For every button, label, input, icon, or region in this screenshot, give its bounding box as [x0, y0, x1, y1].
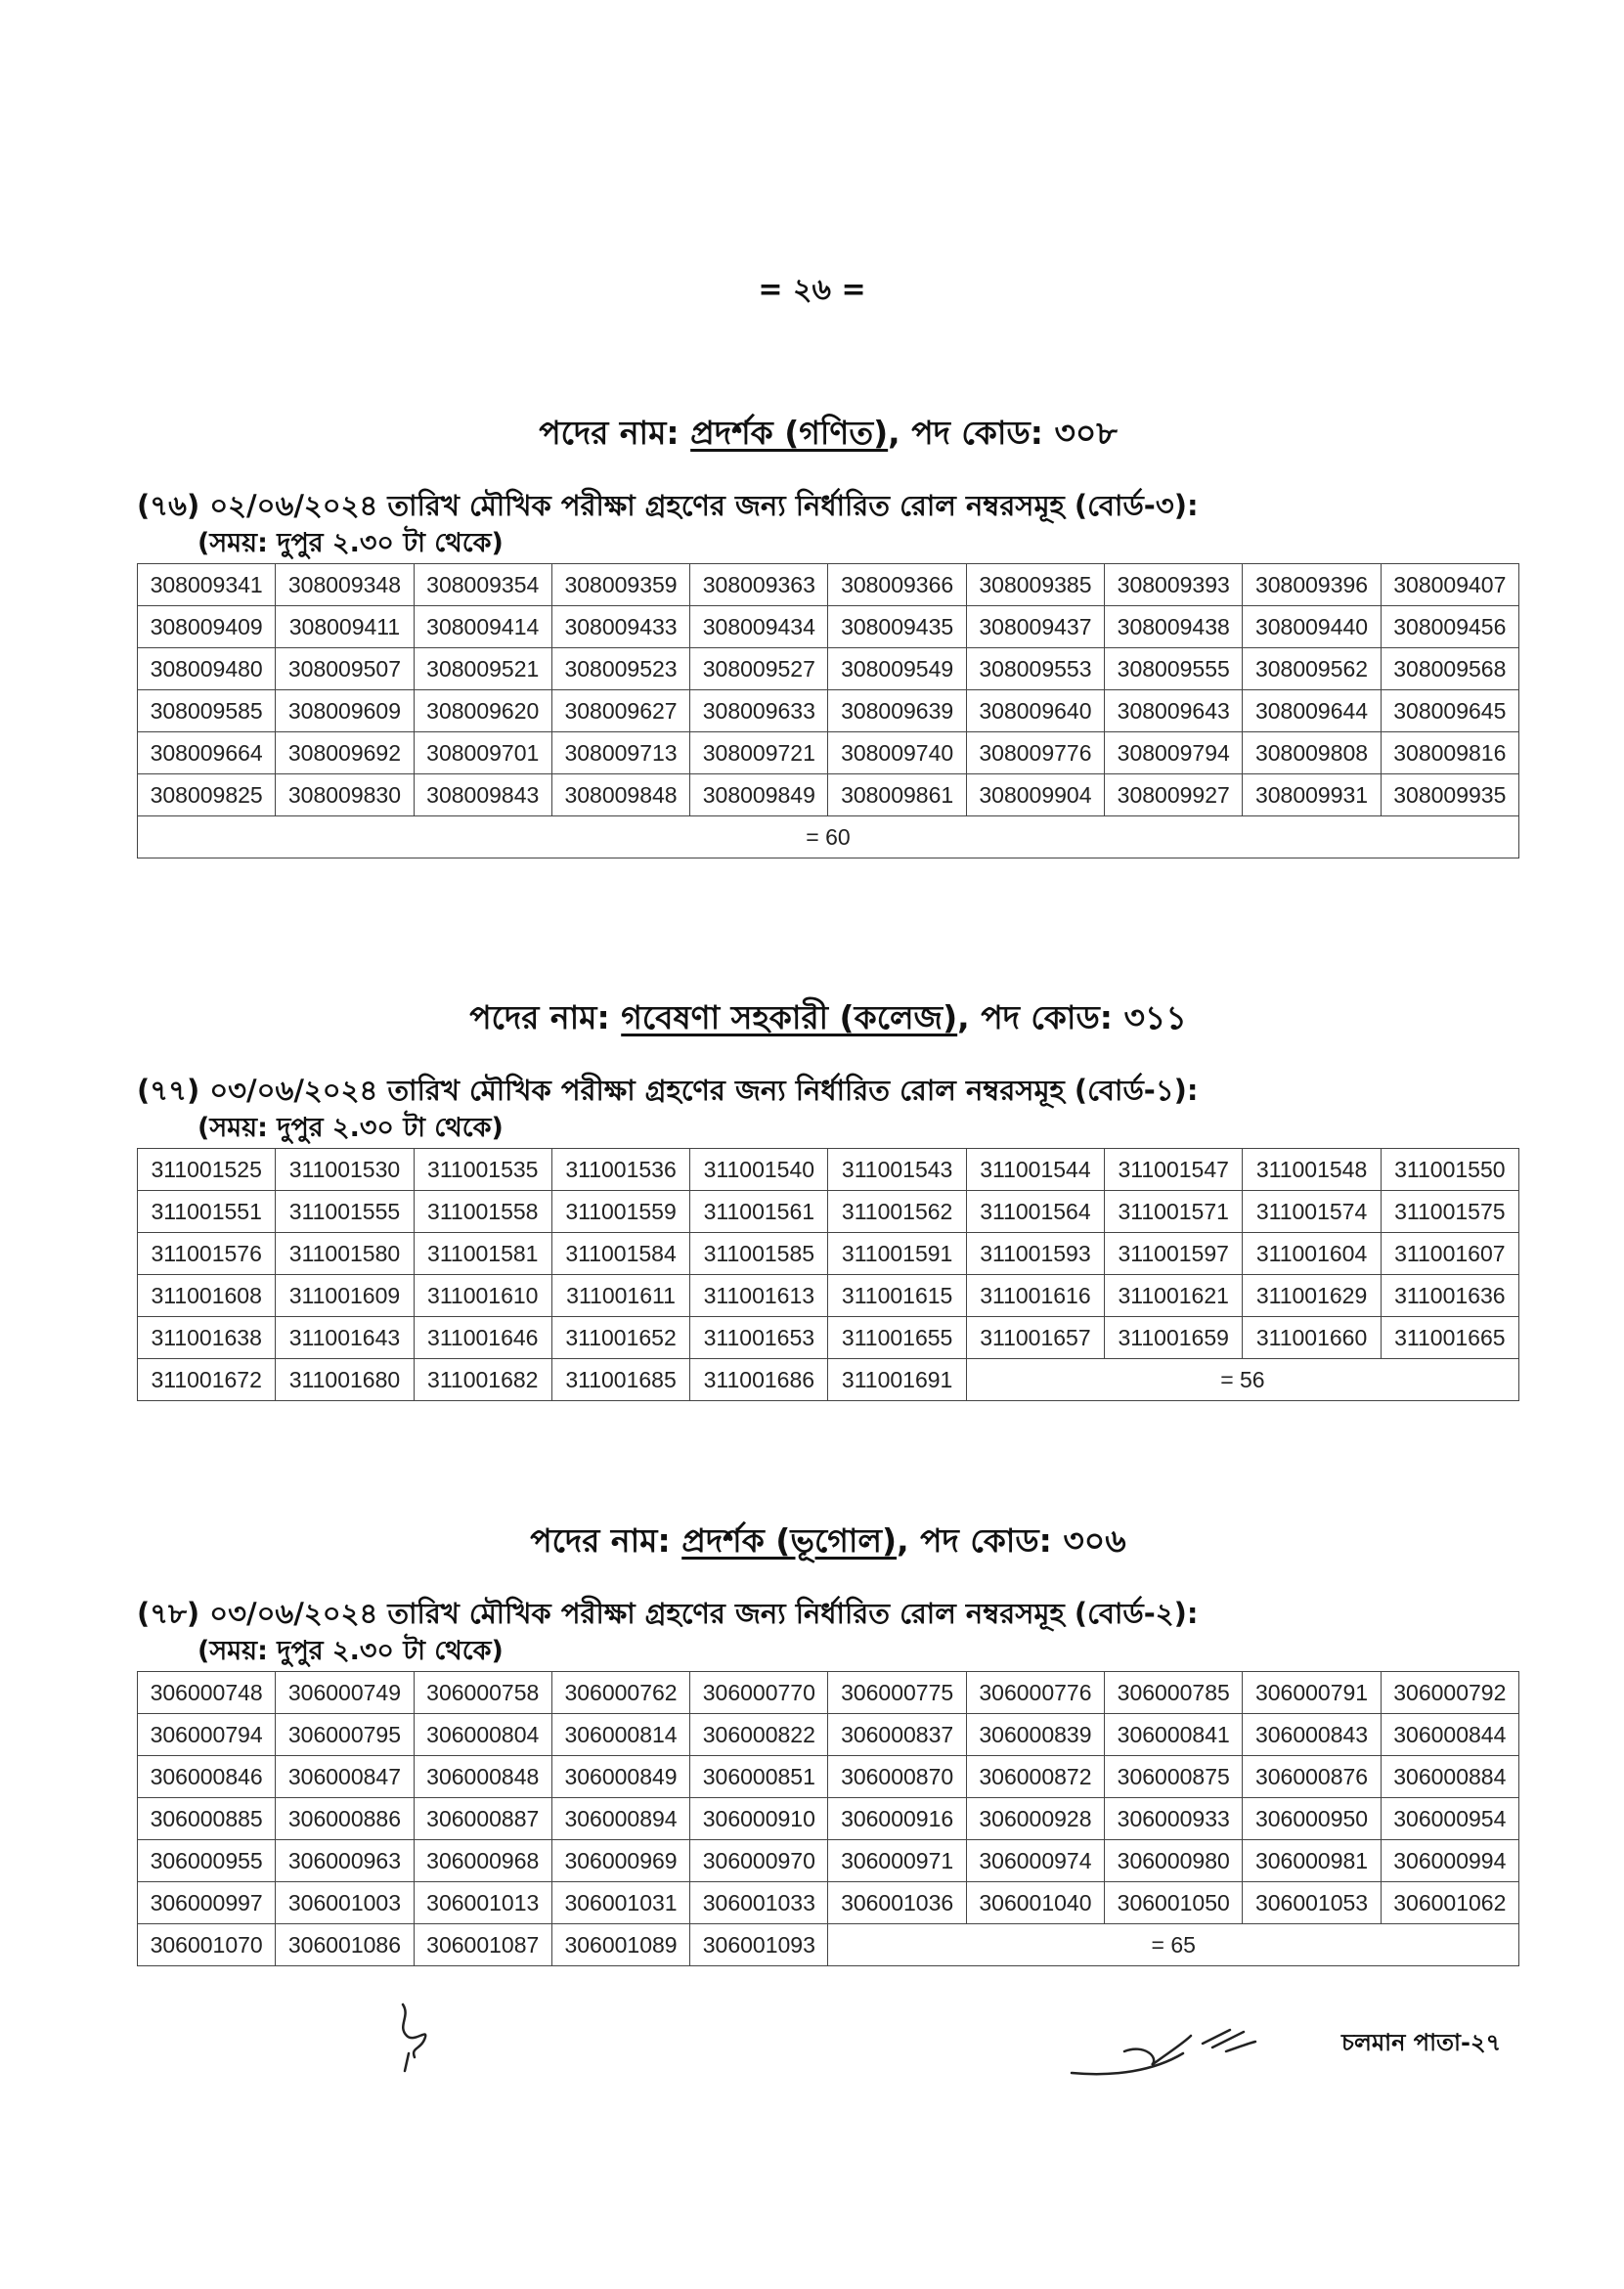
roll-cell: 306000841 [1105, 1714, 1243, 1756]
roll-cell: 306000775 [828, 1672, 966, 1714]
roll-cell: 311001638 [138, 1317, 276, 1359]
post-code: , পদ কোড: ৩০৬ [897, 1521, 1126, 1560]
table-row [138, 1149, 1519, 1191]
schedule-time: (সময়: দুপুর ২.৩০ টা থেকে) [198, 528, 504, 558]
roll-cell: 311001682 [414, 1359, 551, 1401]
table-row [138, 732, 1519, 774]
roll-table [137, 1148, 1519, 1401]
roll-cell: 306000837 [828, 1714, 966, 1756]
roll-cell: 311001672 [138, 1359, 276, 1401]
roll-cell: 311001548 [1243, 1149, 1381, 1191]
roll-cell: 306000851 [690, 1756, 828, 1798]
roll-cell: 306000843 [1243, 1714, 1381, 1756]
roll-cell: 308009396 [1243, 564, 1381, 606]
roll-cell: 308009927 [1105, 774, 1243, 816]
section-research-assistant [137, 993, 1519, 1401]
total-row [138, 816, 1519, 858]
page-number: = ২৬ = [758, 273, 866, 307]
roll-cell: 311001616 [966, 1275, 1104, 1317]
roll-cell: 308009385 [966, 564, 1104, 606]
roll-cell: 311001540 [690, 1149, 828, 1191]
title-prefix: পদের নাম: [539, 414, 680, 452]
roll-cell: 311001613 [690, 1275, 828, 1317]
table-row [138, 1359, 1519, 1401]
roll-cell: 306000981 [1243, 1840, 1381, 1882]
roll-cell: 306000839 [966, 1714, 1104, 1756]
roll-cell: 308009620 [414, 690, 551, 732]
roll-cell: 306000933 [1105, 1798, 1243, 1840]
roll-cell: 306000795 [276, 1714, 414, 1756]
roll-cell: 308009434 [690, 606, 828, 648]
roll-cell: 311001604 [1243, 1233, 1381, 1275]
roll-cell: 306001070 [138, 1924, 276, 1966]
schedule-notice: (৭৭) ০৩/০৬/২০২৪ তারিখ মৌখিক পরীক্ষা গ্রহণের জন্য নির্ধারিত রোল নম্বরসমূহ (বোর্ড-১): [137, 1074, 1199, 1107]
roll-cell: 311001646 [414, 1317, 551, 1359]
roll-cell: 311001575 [1381, 1191, 1518, 1233]
roll-cell: 311001558 [414, 1191, 551, 1233]
roll-cell: 306001062 [1381, 1882, 1518, 1924]
roll-cell: 311001530 [276, 1149, 414, 1191]
table-row [138, 1714, 1519, 1756]
roll-cell: 306001086 [276, 1924, 414, 1966]
roll-cell: 306000872 [966, 1756, 1104, 1798]
roll-cell: 306000963 [276, 1840, 414, 1882]
roll-cell: 306001050 [1105, 1882, 1243, 1924]
roll-cell: 311001609 [276, 1275, 414, 1317]
roll-cell: 311001581 [414, 1233, 551, 1275]
roll-cell: 311001655 [828, 1317, 966, 1359]
roll-cell: 308009639 [828, 690, 966, 732]
roll-cell: 306000814 [551, 1714, 689, 1756]
roll-cell: 308009609 [276, 690, 414, 732]
roll-cell: 306000791 [1243, 1672, 1381, 1714]
roll-cell: 306001040 [966, 1882, 1104, 1924]
roll-cell: 306000875 [1105, 1756, 1243, 1798]
roll-cell: 306001031 [551, 1882, 689, 1924]
roll-cell: 308009437 [966, 606, 1104, 648]
officer-signature [1066, 2014, 1271, 2092]
roll-cell: 306001087 [414, 1924, 551, 1966]
roll-cell: 308009848 [551, 774, 689, 816]
total-cell: = 60 [138, 816, 1519, 858]
roll-cell: 311001564 [966, 1191, 1104, 1233]
roll-cell: 308009643 [1105, 690, 1243, 732]
roll-cell: 311001685 [551, 1359, 689, 1401]
roll-cell: 306000887 [414, 1798, 551, 1840]
roll-cell: 306000954 [1381, 1798, 1518, 1840]
roll-cell: 308009553 [966, 648, 1104, 690]
roll-cell: 306000928 [966, 1798, 1104, 1840]
roll-cell: 308009585 [138, 690, 276, 732]
roll-cell: 311001571 [1105, 1191, 1243, 1233]
roll-cell: 306000997 [138, 1882, 276, 1924]
roll-cell: 306000822 [690, 1714, 828, 1756]
roll-cell: 306000910 [690, 1798, 828, 1840]
table-row [138, 1317, 1519, 1359]
roll-cell: 311001550 [1381, 1149, 1518, 1191]
roll-cell: 311001621 [1105, 1275, 1243, 1317]
roll-cell: 311001536 [551, 1149, 689, 1191]
roll-cell: 308009527 [690, 648, 828, 690]
roll-cell: 311001653 [690, 1317, 828, 1359]
roll-cell: 311001584 [551, 1233, 689, 1275]
roll-cell: 308009830 [276, 774, 414, 816]
roll-cell: 308009549 [828, 648, 966, 690]
section-title [137, 409, 1519, 458]
table-row [138, 1191, 1519, 1233]
roll-cell: 308009507 [276, 648, 414, 690]
roll-cell: 311001525 [138, 1149, 276, 1191]
roll-cell: 308009776 [966, 732, 1104, 774]
roll-cell: 306001093 [690, 1924, 828, 1966]
roll-cell: 306000968 [414, 1840, 551, 1882]
roll-cell: 308009568 [1381, 648, 1518, 690]
roll-cell: 306000876 [1243, 1756, 1381, 1798]
roll-cell: 308009393 [1105, 564, 1243, 606]
roll-cell: 306000950 [1243, 1798, 1381, 1840]
roll-cell: 306000894 [551, 1798, 689, 1840]
roll-cell: 306000885 [138, 1798, 276, 1840]
roll-cell: 308009363 [690, 564, 828, 606]
total-cell: = 56 [966, 1359, 1518, 1401]
roll-cell: 306000776 [966, 1672, 1104, 1714]
roll-cell: 308009407 [1381, 564, 1518, 606]
roll-cell: 311001597 [1105, 1233, 1243, 1275]
roll-cell: 311001643 [276, 1317, 414, 1359]
roll-cell: 306000848 [414, 1756, 551, 1798]
roll-cell: 311001562 [828, 1191, 966, 1233]
roll-cell: 308009931 [1243, 774, 1381, 816]
roll-cell: 308009435 [828, 606, 966, 648]
table-row [138, 648, 1519, 690]
roll-cell: 311001610 [414, 1275, 551, 1317]
table-row [138, 1756, 1519, 1798]
roll-cell: 308009808 [1243, 732, 1381, 774]
post-name: প্রদর্শক (গণিত) [690, 414, 889, 452]
section-demonstrator-geography [137, 1517, 1519, 1966]
table-row [138, 1924, 1519, 1966]
roll-cell: 308009409 [138, 606, 276, 648]
roll-cell: 311001657 [966, 1317, 1104, 1359]
roll-cell: 306000785 [1105, 1672, 1243, 1714]
roll-cell: 306000886 [276, 1798, 414, 1840]
roll-cell: 306000844 [1381, 1714, 1518, 1756]
roll-cell: 308009555 [1105, 648, 1243, 690]
post-name: প্রদর্শক (ভূগোল) [681, 1521, 898, 1560]
roll-cell: 308009480 [138, 648, 276, 690]
roll-cell: 311001615 [828, 1275, 966, 1317]
roll-cell: 306000870 [828, 1756, 966, 1798]
schedule-notice: (৭৬) ০২/০৬/২০২৪ তারিখ মৌখিক পরীক্ষা গ্রহণের জন্য নির্ধারিত রোল নম্বরসমূহ (বোর্ড-৩): [137, 489, 1199, 522]
roll-cell: 308009692 [276, 732, 414, 774]
roll-cell: 306001053 [1243, 1882, 1381, 1924]
section-title [137, 993, 1519, 1042]
table-row [138, 564, 1519, 606]
roll-cell: 308009366 [828, 564, 966, 606]
roll-cell: 308009713 [551, 732, 689, 774]
roll-cell: 306001013 [414, 1882, 551, 1924]
roll-cell: 306001036 [828, 1882, 966, 1924]
total-cell: = 65 [828, 1924, 1519, 1966]
roll-cell: 311001680 [276, 1359, 414, 1401]
roll-cell: 311001691 [828, 1359, 966, 1401]
roll-cell: 311001585 [690, 1233, 828, 1275]
roll-cell: 308009627 [551, 690, 689, 732]
table-row [138, 1275, 1519, 1317]
roll-cell: 311001561 [690, 1191, 828, 1233]
post-code: , পদ কোড: ৩১১ [957, 998, 1187, 1036]
roll-table [137, 563, 1519, 858]
roll-cell: 306001089 [551, 1924, 689, 1966]
roll-cell: 306000804 [414, 1714, 551, 1756]
section-demonstrator-math [137, 409, 1519, 858]
roll-table [137, 1671, 1519, 1966]
roll-cell: 308009456 [1381, 606, 1518, 648]
roll-cell: 308009359 [551, 564, 689, 606]
table-row [138, 774, 1519, 816]
roll-cell: 306000969 [551, 1840, 689, 1882]
roll-cell: 308009438 [1105, 606, 1243, 648]
roll-cell: 308009562 [1243, 648, 1381, 690]
roll-cell: 306000974 [966, 1840, 1104, 1882]
roll-cell: 306000994 [1381, 1840, 1518, 1882]
table-row [138, 1233, 1519, 1275]
roll-cell: 306000916 [828, 1798, 966, 1840]
roll-cell: 311001607 [1381, 1233, 1518, 1275]
title-prefix: পদের নাম: [530, 1521, 671, 1560]
table-row [138, 1840, 1519, 1882]
roll-cell: 311001551 [138, 1191, 276, 1233]
roll-cell: 308009645 [1381, 690, 1518, 732]
roll-cell: 311001559 [551, 1191, 689, 1233]
roll-cell: 306001003 [276, 1882, 414, 1924]
continued-page-label: চলমান পাতা-২৭ [1341, 2029, 1502, 2056]
roll-cell: 308009904 [966, 774, 1104, 816]
table-row [138, 1882, 1519, 1924]
roll-cell: 308009354 [414, 564, 551, 606]
roll-cell: 311001543 [828, 1149, 966, 1191]
table-row [138, 606, 1519, 648]
roll-cell: 308009849 [690, 774, 828, 816]
roll-cell: 306000748 [138, 1672, 276, 1714]
roll-cell: 311001593 [966, 1233, 1104, 1275]
roll-cell: 308009701 [414, 732, 551, 774]
title-prefix: পদের নাম: [469, 998, 610, 1036]
roll-cell: 308009414 [414, 606, 551, 648]
roll-cell: 308009721 [690, 732, 828, 774]
roll-cell: 306001033 [690, 1882, 828, 1924]
roll-cell: 308009523 [551, 648, 689, 690]
roll-cell: 308009341 [138, 564, 276, 606]
table-row [138, 690, 1519, 732]
roll-cell: 311001629 [1243, 1275, 1381, 1317]
roll-cell: 311001608 [138, 1275, 276, 1317]
roll-cell: 308009433 [551, 606, 689, 648]
roll-cell: 306000970 [690, 1840, 828, 1882]
roll-cell: 311001611 [551, 1275, 689, 1317]
table-row [138, 1672, 1519, 1714]
roll-cell: 311001652 [551, 1317, 689, 1359]
roll-cell: 308009794 [1105, 732, 1243, 774]
table-row [138, 1798, 1519, 1840]
section-title [137, 1517, 1519, 1565]
roll-cell: 306000980 [1105, 1840, 1243, 1882]
roll-cell: 311001660 [1243, 1317, 1381, 1359]
roll-cell: 311001580 [276, 1233, 414, 1275]
roll-cell: 306000971 [828, 1840, 966, 1882]
roll-cell: 306000955 [138, 1840, 276, 1882]
roll-cell: 308009440 [1243, 606, 1381, 648]
post-code: , পদ কোড: ৩০৮ [888, 414, 1118, 452]
roll-cell: 308009640 [966, 690, 1104, 732]
roll-cell: 308009633 [690, 690, 828, 732]
roll-cell: 311001636 [1381, 1275, 1518, 1317]
roll-cell: 308009825 [138, 774, 276, 816]
roll-cell: 306000794 [138, 1714, 276, 1756]
roll-cell: 311001665 [1381, 1317, 1518, 1359]
roll-cell: 308009664 [138, 732, 276, 774]
roll-cell: 306000849 [551, 1756, 689, 1798]
roll-cell: 308009816 [1381, 732, 1518, 774]
roll-cell: 311001591 [828, 1233, 966, 1275]
schedule-notice: (৭৮) ০৩/০৬/২০২৪ তারিখ মৌখিক পরীক্ষা গ্রহণের জন্য নির্ধারিত রোল নম্বরসমূহ (বোর্ড-২): [137, 1597, 1199, 1630]
roll-cell: 306000762 [551, 1672, 689, 1714]
roll-cell: 308009843 [414, 774, 551, 816]
roll-cell: 308009348 [276, 564, 414, 606]
roll-cell: 311001574 [1243, 1191, 1381, 1233]
roll-cell: 306000846 [138, 1756, 276, 1798]
initial-signature [391, 1997, 460, 2075]
roll-cell: 311001686 [690, 1359, 828, 1401]
roll-cell: 308009411 [276, 606, 414, 648]
schedule-time: (সময়: দুপুর ২.৩০ টা থেকে) [198, 1636, 504, 1666]
roll-cell: 311001576 [138, 1233, 276, 1275]
roll-cell: 308009644 [1243, 690, 1381, 732]
roll-cell: 311001535 [414, 1149, 551, 1191]
roll-cell: 308009861 [828, 774, 966, 816]
roll-cell: 308009740 [828, 732, 966, 774]
schedule-time: (সময়: দুপুর ২.৩০ টা থেকে) [198, 1113, 504, 1143]
post-name: গবেষণা সহকারী (কলেজ) [621, 998, 958, 1036]
roll-cell: 311001544 [966, 1149, 1104, 1191]
roll-cell: 306000847 [276, 1756, 414, 1798]
roll-cell: 308009935 [1381, 774, 1518, 816]
roll-cell: 308009521 [414, 648, 551, 690]
roll-cell: 311001555 [276, 1191, 414, 1233]
roll-cell: 311001659 [1105, 1317, 1243, 1359]
roll-cell: 306000792 [1381, 1672, 1518, 1714]
roll-cell: 306000884 [1381, 1756, 1518, 1798]
roll-cell: 306000770 [690, 1672, 828, 1714]
roll-cell: 306000749 [276, 1672, 414, 1714]
roll-cell: 311001547 [1105, 1149, 1243, 1191]
roll-cell: 306000758 [414, 1672, 551, 1714]
